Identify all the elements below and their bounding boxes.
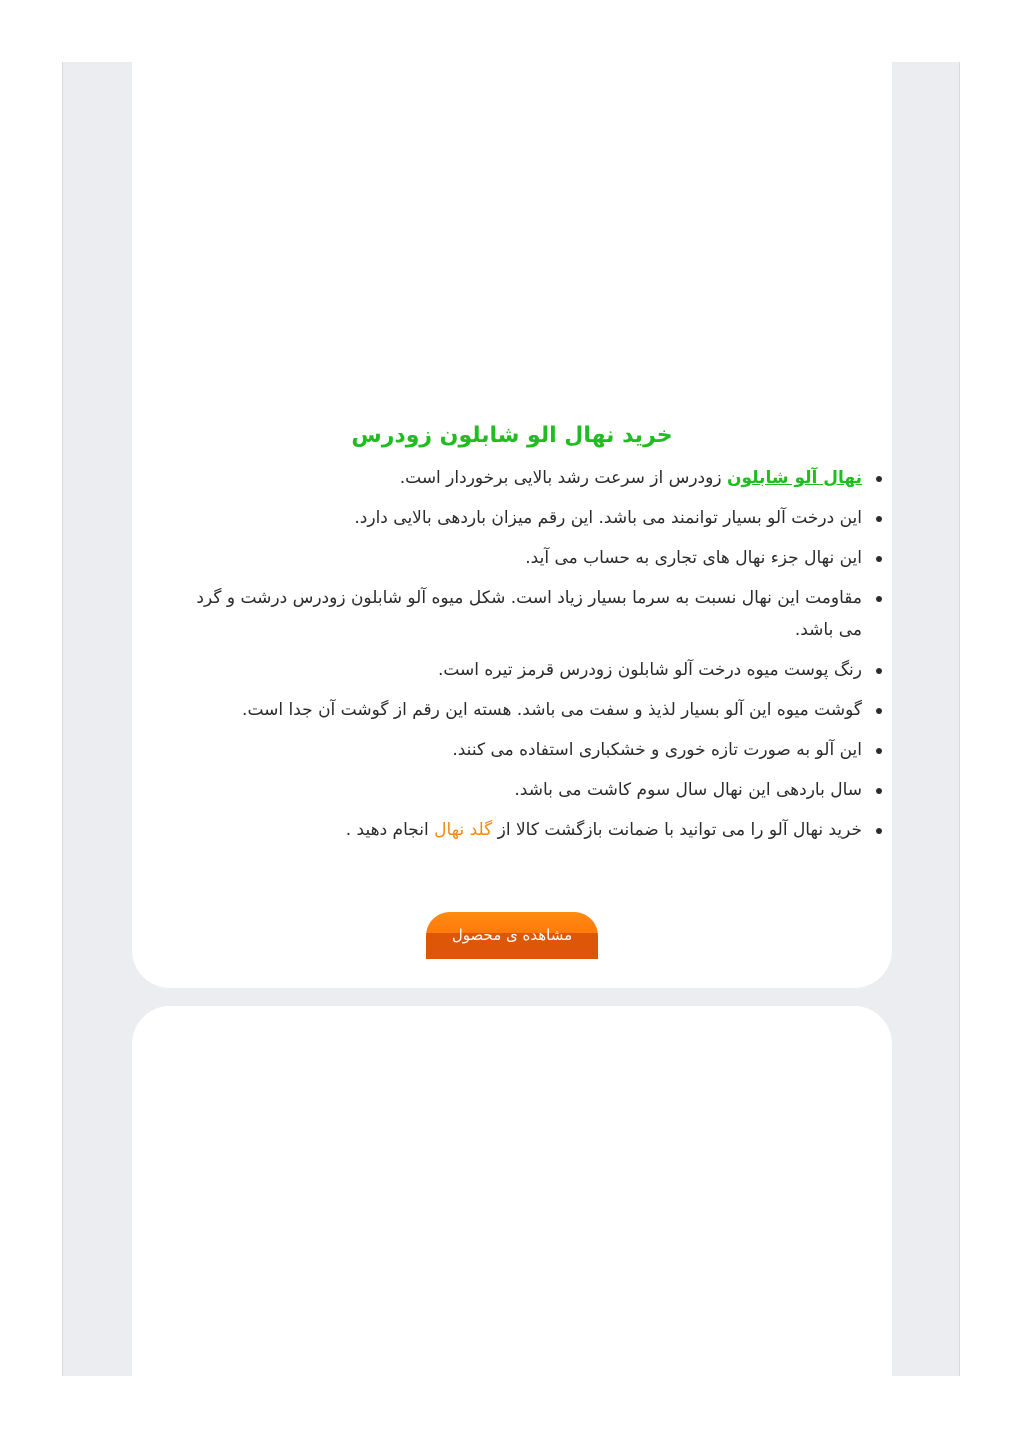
features-list — [172, 462, 890, 854]
feature-text: این آلو به صورت تازه خوری و خشکباری استفاده می کنند. — [452, 740, 862, 760]
next-product-card — [132, 1006, 892, 1376]
list-item — [172, 502, 862, 534]
feature-text: این نهال جزء نهال های تجاری به حساب می آید. — [525, 548, 862, 568]
list-item — [172, 542, 862, 574]
product-name-link[interactable]: نهال آلو شابلون — [726, 468, 862, 488]
list-item — [172, 774, 862, 806]
list-item — [172, 582, 862, 646]
feature-text: سال باردهی این نهال سال سوم کاشت می باشد. — [514, 780, 862, 800]
feature-text: خرید نهال آلو را می توانید با ضمانت بازگشت کالا از — [492, 820, 862, 840]
feature-text: انجام دهید . — [345, 820, 435, 840]
product-title: خرید نهال الو شابلون زودرس — [351, 423, 673, 448]
list-item — [172, 814, 862, 846]
list-item — [172, 462, 862, 494]
list-item — [172, 654, 862, 686]
feature-text: این درخت آلو بسیار توانمند می باشد. این رقم میزان باردهی بالایی دارد. — [354, 508, 862, 528]
feature-text: زودرس از سرعت رشد بالایی برخوردار است. — [399, 468, 727, 488]
view-product-button[interactable]: مشاهده ی محصول — [426, 912, 598, 959]
feature-text: مقاومت این نهال نسبت به سرما بسیار زیاد است. شکل میوه آلو شابلون زودرس درشت و گرد می باشد. — [196, 588, 862, 640]
feature-text: گوشت میوه این آلو بسیار لذیذ و سفت می باشد. هسته این رقم از گوشت آن جدا است. — [242, 700, 862, 720]
list-item — [172, 694, 862, 726]
list-item — [172, 734, 862, 766]
gold-nahal-link[interactable]: گلد نهال — [434, 820, 493, 840]
feature-text: رنگ پوست میوه درخت آلو شابلون زودرس قرمز تیره است. — [437, 660, 862, 680]
